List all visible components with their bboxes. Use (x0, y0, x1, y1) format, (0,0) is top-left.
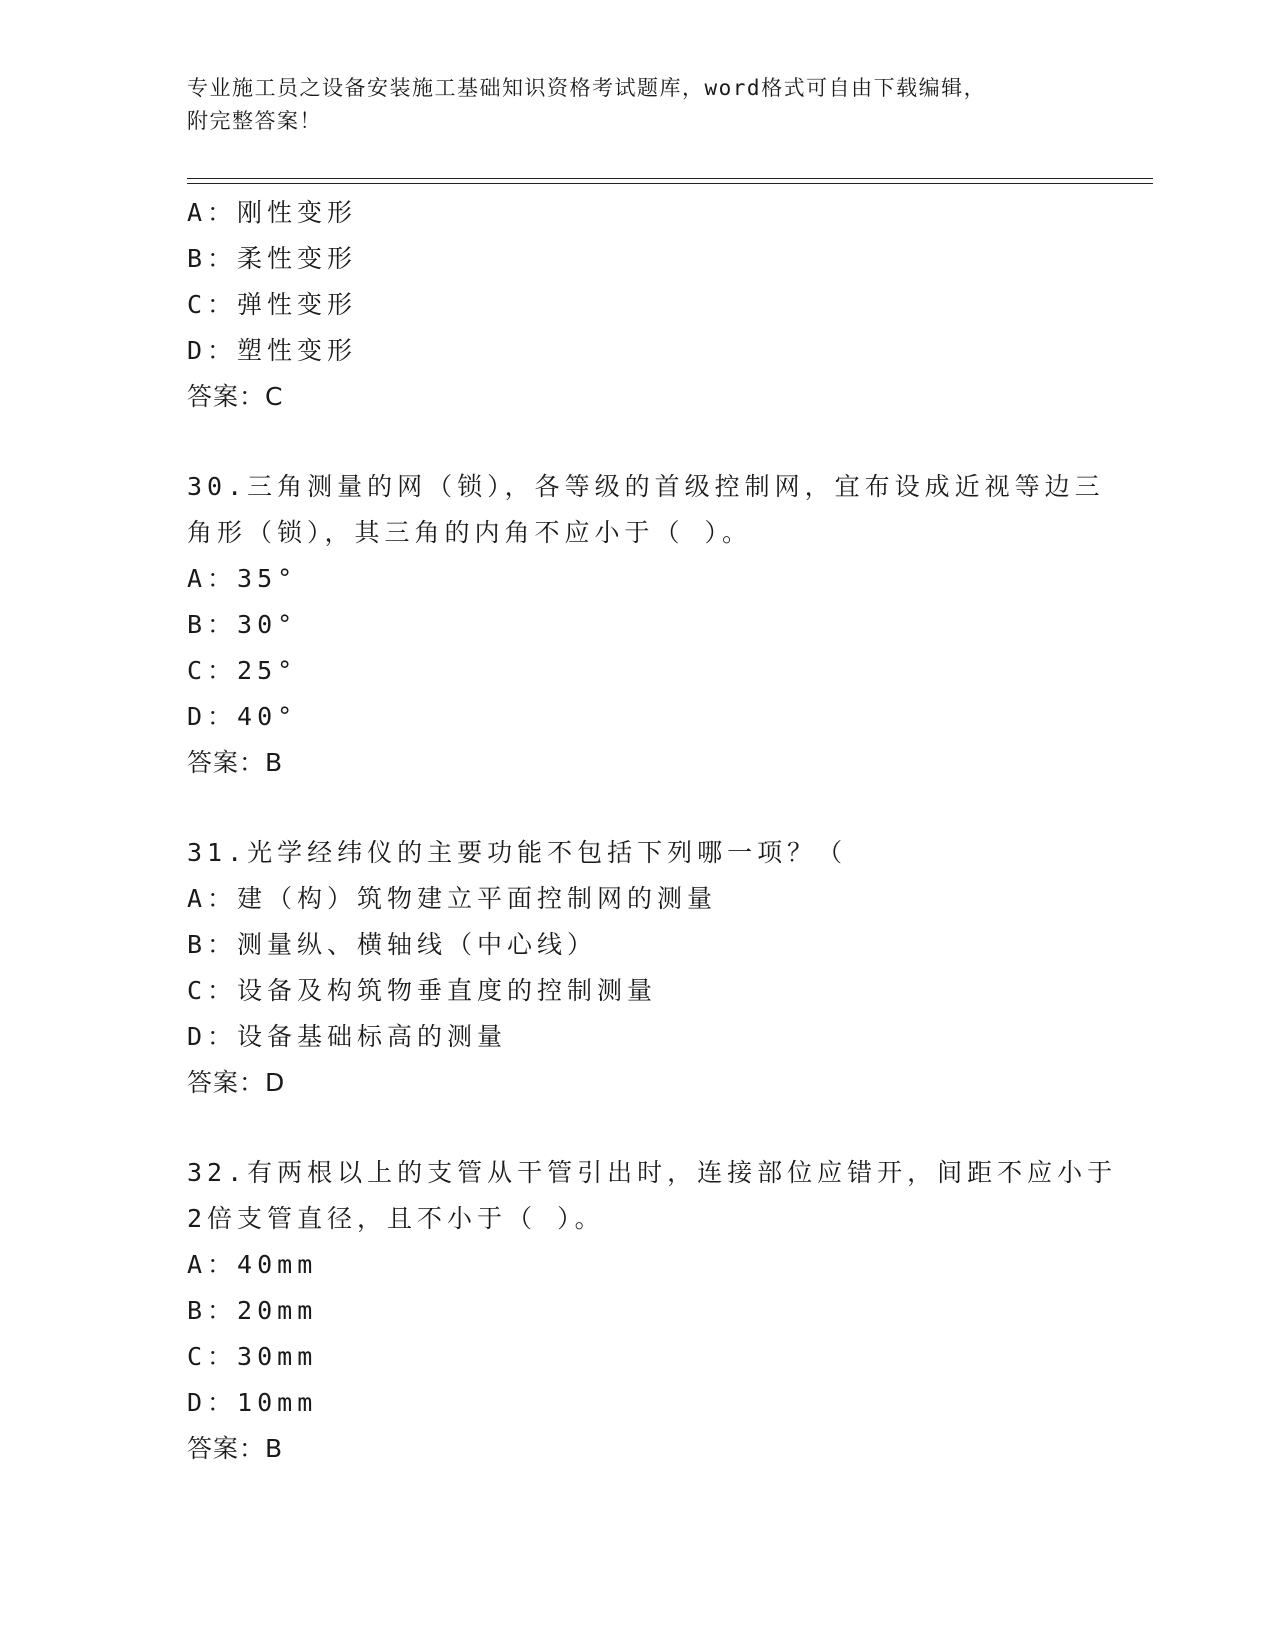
option-a: A：刚性变形 (187, 198, 358, 227)
question-30 (187, 464, 1105, 786)
answer-line: 答案：B (187, 1434, 284, 1463)
option-a: A：40mm (187, 1250, 318, 1279)
option-a: A：建（构）筑物建立平面控制网的测量 (187, 884, 718, 913)
option-d: D：塑性变形 (187, 336, 358, 365)
option-c: C：设备及构筑物垂直度的控制测量 (187, 976, 658, 1005)
option-c: C：25° (187, 656, 298, 685)
option-c: C：弹性变形 (187, 290, 358, 319)
header-divider-top (187, 178, 1153, 179)
option-b: B：20mm (187, 1296, 318, 1325)
question-text-line-1: 31.光学经纬仪的主要功能不包括下列哪一项？（ (187, 838, 848, 867)
option-b: B：30° (187, 610, 298, 639)
option-c: C：30mm (187, 1342, 318, 1371)
document-header (187, 72, 1087, 138)
question-spacer (187, 1106, 1087, 1150)
answer-line: 答案：D (187, 1068, 286, 1097)
option-d: D：设备基础标高的测量 (187, 1022, 508, 1051)
header-line-1: 专业施工员之设备安装施工基础知识资格考试题库，word格式可自由下载编辑， (187, 76, 987, 100)
header-line-2: 附完整答案！ (187, 109, 322, 133)
option-d: D：10mm (187, 1388, 318, 1417)
question-text-line-1: 30.三角测量的网（锁），各等级的首级控制网，宜布设成近视等边三 (187, 472, 1105, 501)
option-b: B：柔性变形 (187, 244, 358, 273)
question-32 (187, 1150, 1118, 1472)
header-divider-bottom (187, 183, 1153, 184)
question-spacer (187, 420, 1087, 464)
question-spacer (187, 786, 1087, 830)
question-29 (187, 190, 1087, 420)
option-d: D：40° (187, 702, 298, 731)
answer-line: 答案：B (187, 748, 284, 777)
question-text-line-2: 2倍支管直径，且不小于（ ）。 (187, 1204, 605, 1233)
option-b: B：测量纵、横轴线（中心线） (187, 930, 598, 959)
question-text-line-1: 32.有两根以上的支管从干管引出时，连接部位应错开，间距不应小于 (187, 1158, 1118, 1187)
question-31 (187, 830, 1087, 1106)
question-list (187, 190, 1118, 1472)
option-a: A：35° (187, 564, 298, 593)
answer-line: 答案：C (187, 382, 284, 411)
question-text-line-2: 角形（锁），其三角的内角不应小于（ ）。 (187, 518, 753, 547)
